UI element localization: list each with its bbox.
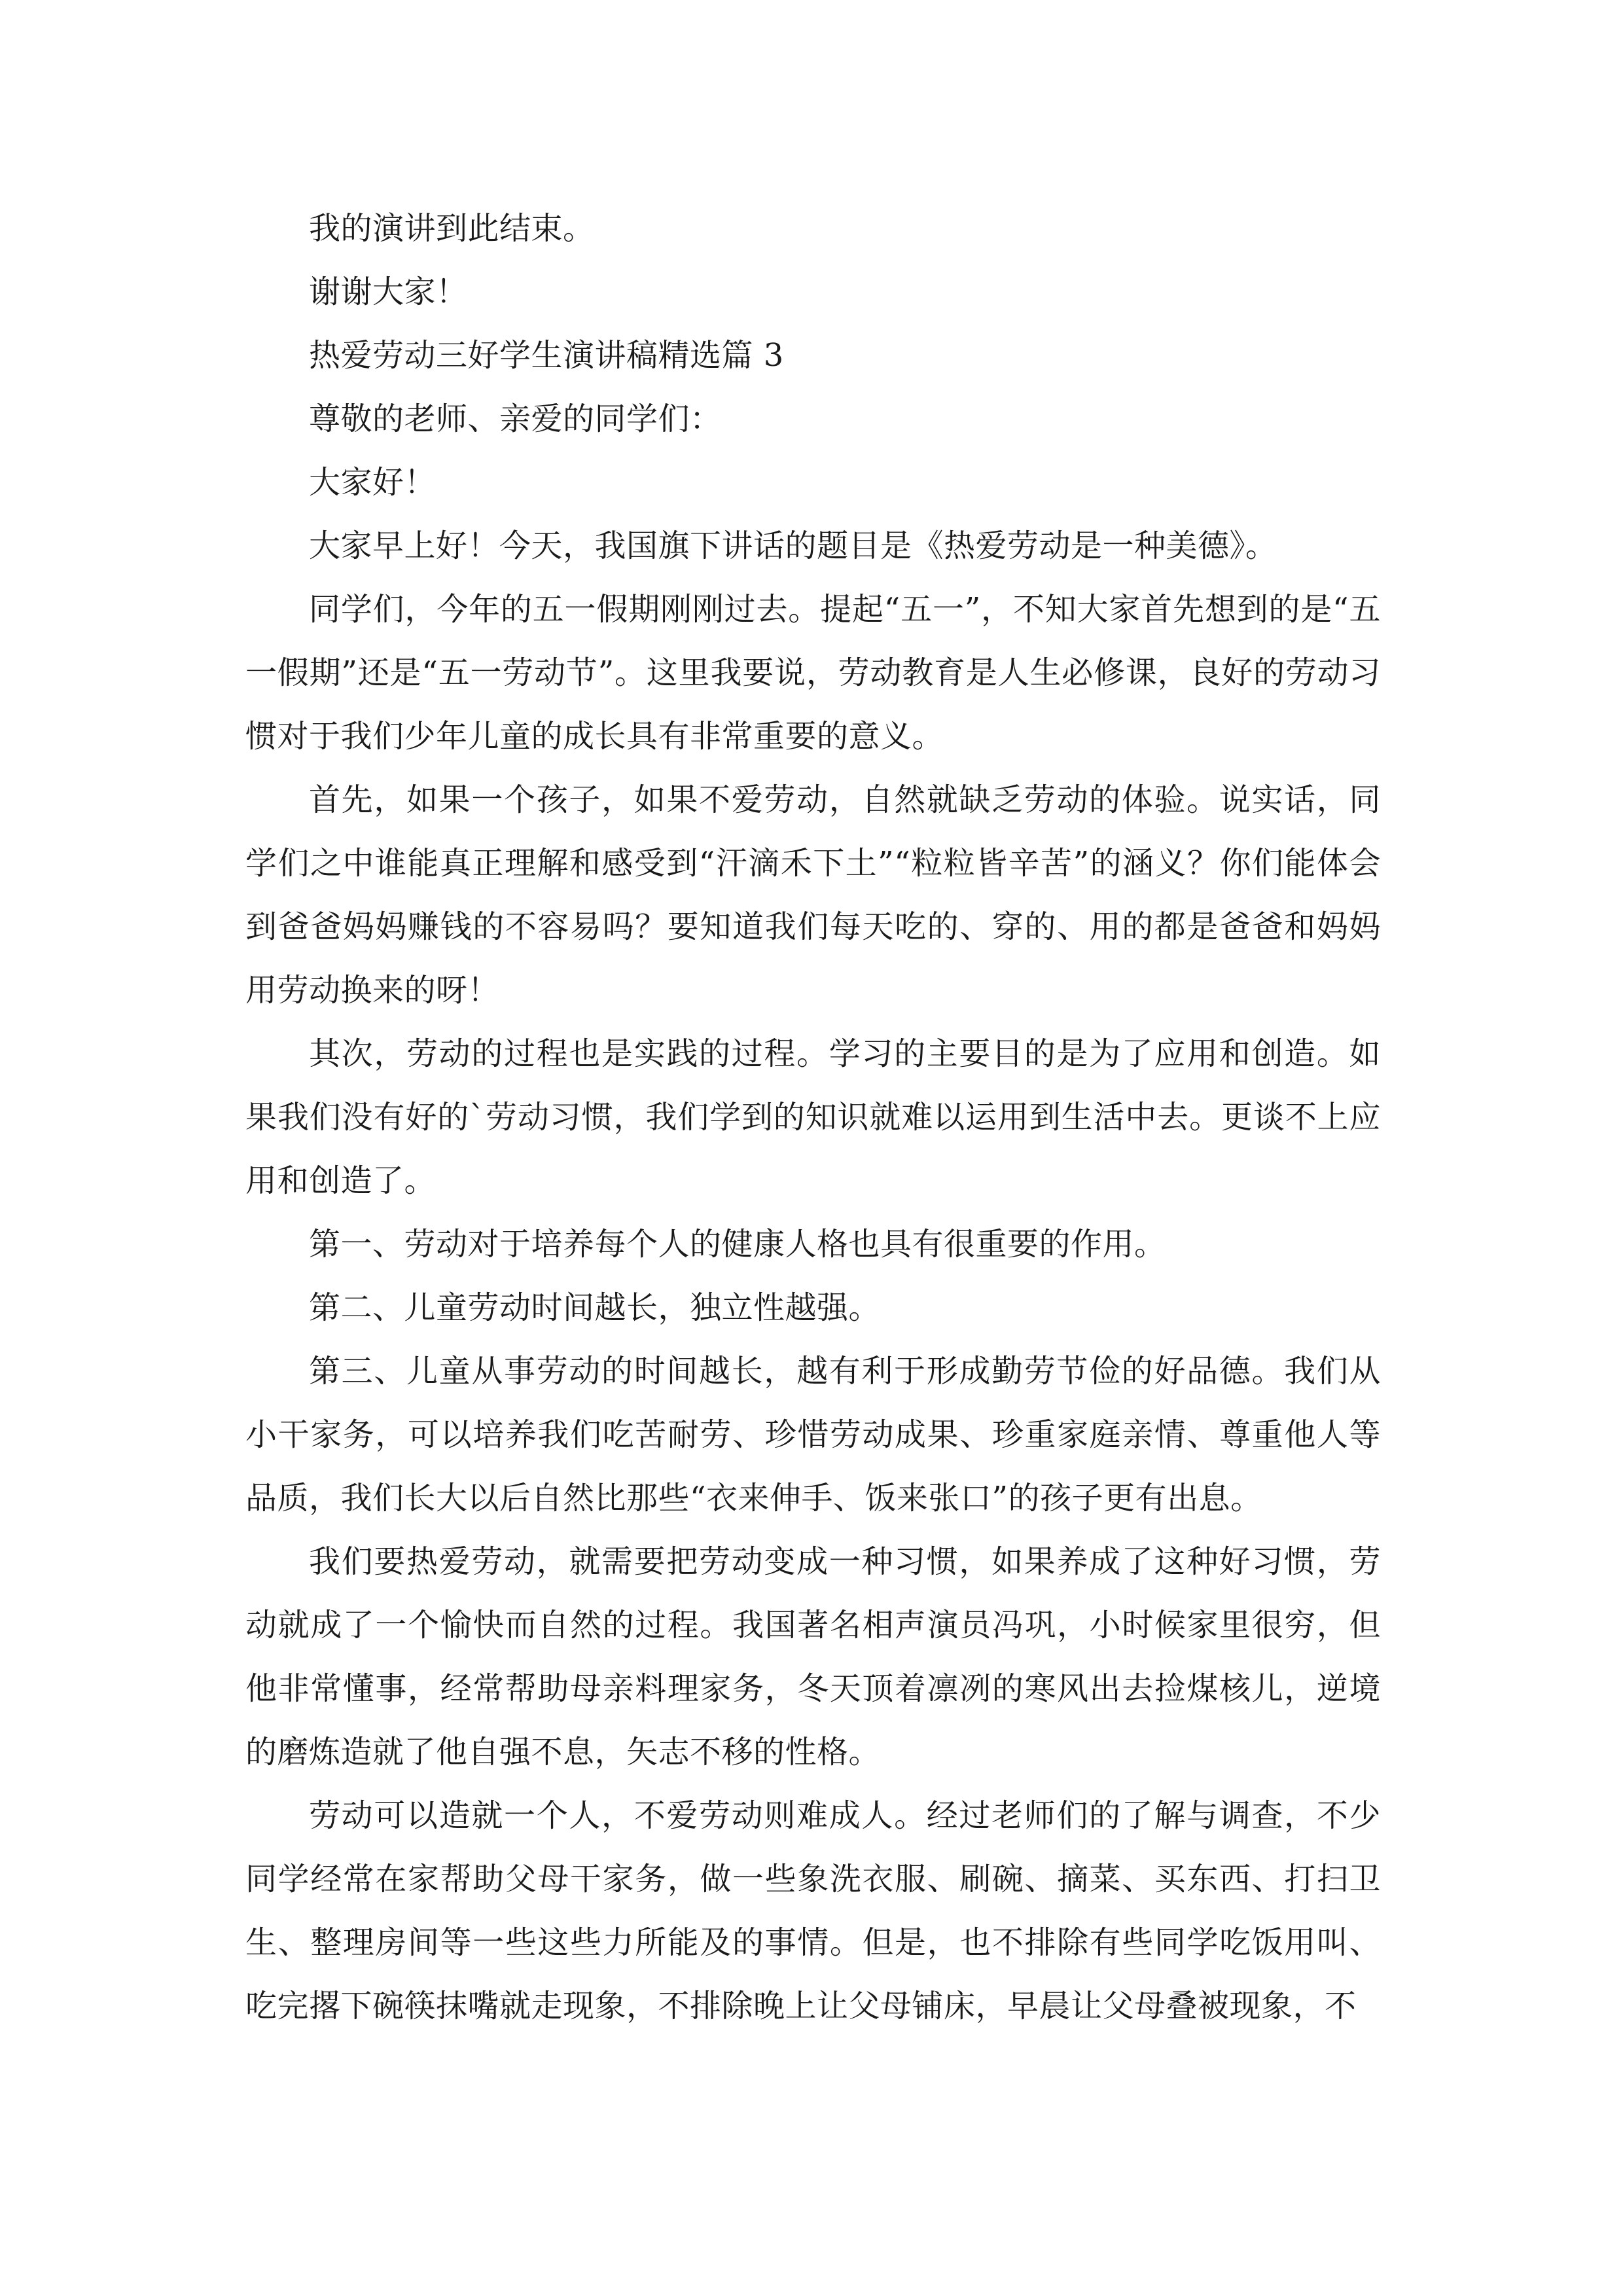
- salutation: 尊敬的老师、亲爱的同学们：: [309, 401, 722, 437]
- paragraph: 谢谢大家！: [309, 274, 468, 310]
- paragraph: 同学们，今年的五一假期刚刚过去。提起“五一”，不知大家首先想到的是“五一假期”还是“五一劳动节”。这里我要说，劳动教育是人生必修课，良好的劳动习惯对于我们少年儿童的成长具有非常重要的意义。: [245, 591, 1381, 755]
- document-body: [245, 197, 1381, 2038]
- greeting: 大家好！: [309, 464, 437, 501]
- paragraph: 我的演讲到此结束。: [309, 210, 595, 247]
- paragraph: 第二、儿童劳动时间越长，独立性越强。: [309, 1289, 881, 1326]
- paragraph: 其次，劳动的过程也是实践的过程。学习的主要目的是为了应用和创造。如果我们没有好的`劳动习惯，我们学到的知识就难以运用到生活中去。更谈不上应用和创造了。: [245, 1035, 1381, 1199]
- section-title: 热爱劳动三好学生演讲稿精选篇 3: [309, 337, 784, 374]
- paragraph: 大家早上好！今天，我国旗下讲话的题目是《热爱劳动是一种美德》。: [309, 528, 1277, 564]
- paragraph: 我们要热爱劳动，就需要把劳动变成一种习惯，如果养成了这种好习惯，劳动就成了一个愉快而自然的过程。我国著名相声演员冯巩，小时候家里很穷，但他非常懂事，经常帮助母亲料理家务，冬天顶着凛冽的寒风出去捡煤核儿，逆境的磨炼造就了他自强不息，矢志不移的性格。: [245, 1543, 1381, 1770]
- paragraph: 第一、劳动对于培养每个人的健康人格也具有很重要的作用。: [309, 1226, 1166, 1263]
- paragraph: 劳动可以造就一个人，不爱劳动则难成人。经过老师们的了解与调查，不少同学经常在家帮助父母干家务，做一些象洗衣服、刷碗、摘菜、买东西、打扫卫生、整理房间等一些这些力所能及的事情。但是，也不排除有些同学吃饭用叫、吃完撂下碗筷抹嘴就走现象，不排除晚上让父母铺床，早晨让父母叠被现象，不: [245, 1797, 1381, 2024]
- paragraph: 第三、儿童从事劳动的时间越长，越有利于形成勤劳节俭的好品德。我们从小干家务，可以培养我们吃苦耐劳、珍惜劳动成果、珍重家庭亲情、尊重他人等品质，我们长大以后自然比那些“衣来伸手、饭来张口”的孩子更有出息。: [245, 1353, 1381, 1516]
- paragraph: 首先，如果一个孩子，如果不爱劳动，自然就缺乏劳动的体验。说实话，同学们之中谁能真正理解和感受到“汗滴禾下土”“粒粒皆辛苦”的涵义？你们能体会到爸爸妈妈赚钱的不容易吗？要知道我们每天吃的、穿的、用的都是爸爸和妈妈用劳动换来的呀！: [245, 781, 1381, 1009]
